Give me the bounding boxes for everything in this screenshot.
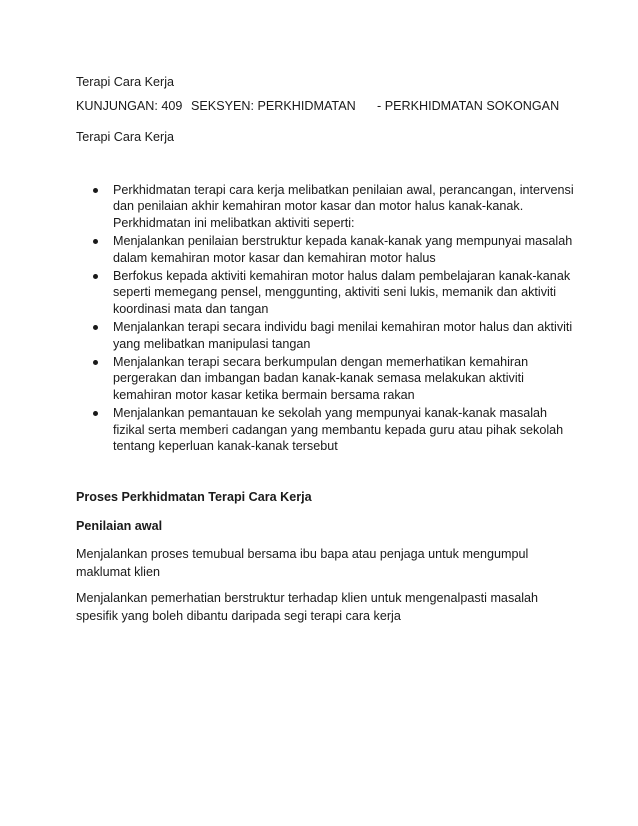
document-subtitle: Terapi Cara Kerja	[76, 130, 174, 144]
list-item-text: Berfokus kepada aktiviti kemahiran motor halus dalam pembelajaran kanak-kanak seperti memegang pensel, menggunting, aktiviti seni lukis, memanik dan aktiviti koordinasi mata dan tangan	[113, 269, 571, 316]
list-item	[76, 319, 576, 352]
bullet-icon	[93, 239, 98, 244]
list-item-text: Menjalankan terapi secara berkumpulan dengan memerhatikan kemahiran pergerakan dan imbangan badan kanak-kanak semasa melakukan aktiviti kemahiran motor kasar ketika bermain bersama rakan	[113, 355, 529, 402]
list-item-text: Menjalankan penilaian berstruktur kepada kanak-kanak yang mempunyai masalah dalam kemahiran motor kasar dan kemahiran motor halus	[113, 234, 573, 265]
list-item-text: Menjalankan pemantauan ke sekolah yang mempunyai kanak-kanak masalah fizikal serta memberi cadangan yang membantu kepada guru atau pihak sekolah tentang keperluan kanak-kanak tersebut	[113, 406, 564, 454]
list-item	[76, 268, 576, 317]
subsection-heading: Penilaian awal	[76, 519, 163, 533]
unit-name: - PERKHIDMATAN SOKONGAN	[377, 99, 560, 113]
paragraph: Menjalankan pemerhatian berstruktur terhadap klien untuk mengenalpasti masalah spesifik yang boleh dibantu daripada segi terapi cara kerja	[76, 591, 539, 623]
bullet-icon	[93, 411, 98, 416]
document-title: Terapi Cara Kerja	[76, 75, 174, 89]
list-item-text: Menjalankan terapi secara individu bagi menilai kemahiran motor halus dan aktiviti yang melibatkan manipulasi tangan	[113, 320, 573, 351]
bullet-icon	[93, 188, 98, 193]
list-item	[76, 233, 576, 266]
list-item	[76, 354, 576, 403]
bullet-icon	[93, 325, 98, 330]
list-item-text: Perkhidmatan terapi cara kerja melibatkan penilaian awal, perancangan, intervensi dan penilaian akhir kemahiran motor kasar dan motor halus kanak-kanak. Perkhidmatan ini melibatkan aktiviti seperti:	[113, 183, 574, 230]
visit-header	[76, 99, 576, 115]
visit-number: KUNJUNGAN: 409	[76, 99, 183, 113]
paragraph: Menjalankan proses temubual bersama ibu bapa atau penjaga untuk mengumpul maklumat klien	[76, 547, 529, 579]
bullet-icon	[93, 274, 98, 279]
activity-bullet-list	[76, 182, 576, 457]
section-heading: Proses Perkhidmatan Terapi Cara Kerja	[76, 490, 312, 504]
bullet-icon	[93, 360, 98, 365]
list-item	[76, 405, 576, 454]
section-name: SEKSYEN: PERKHIDMATAN	[191, 99, 356, 113]
list-item	[76, 182, 576, 231]
